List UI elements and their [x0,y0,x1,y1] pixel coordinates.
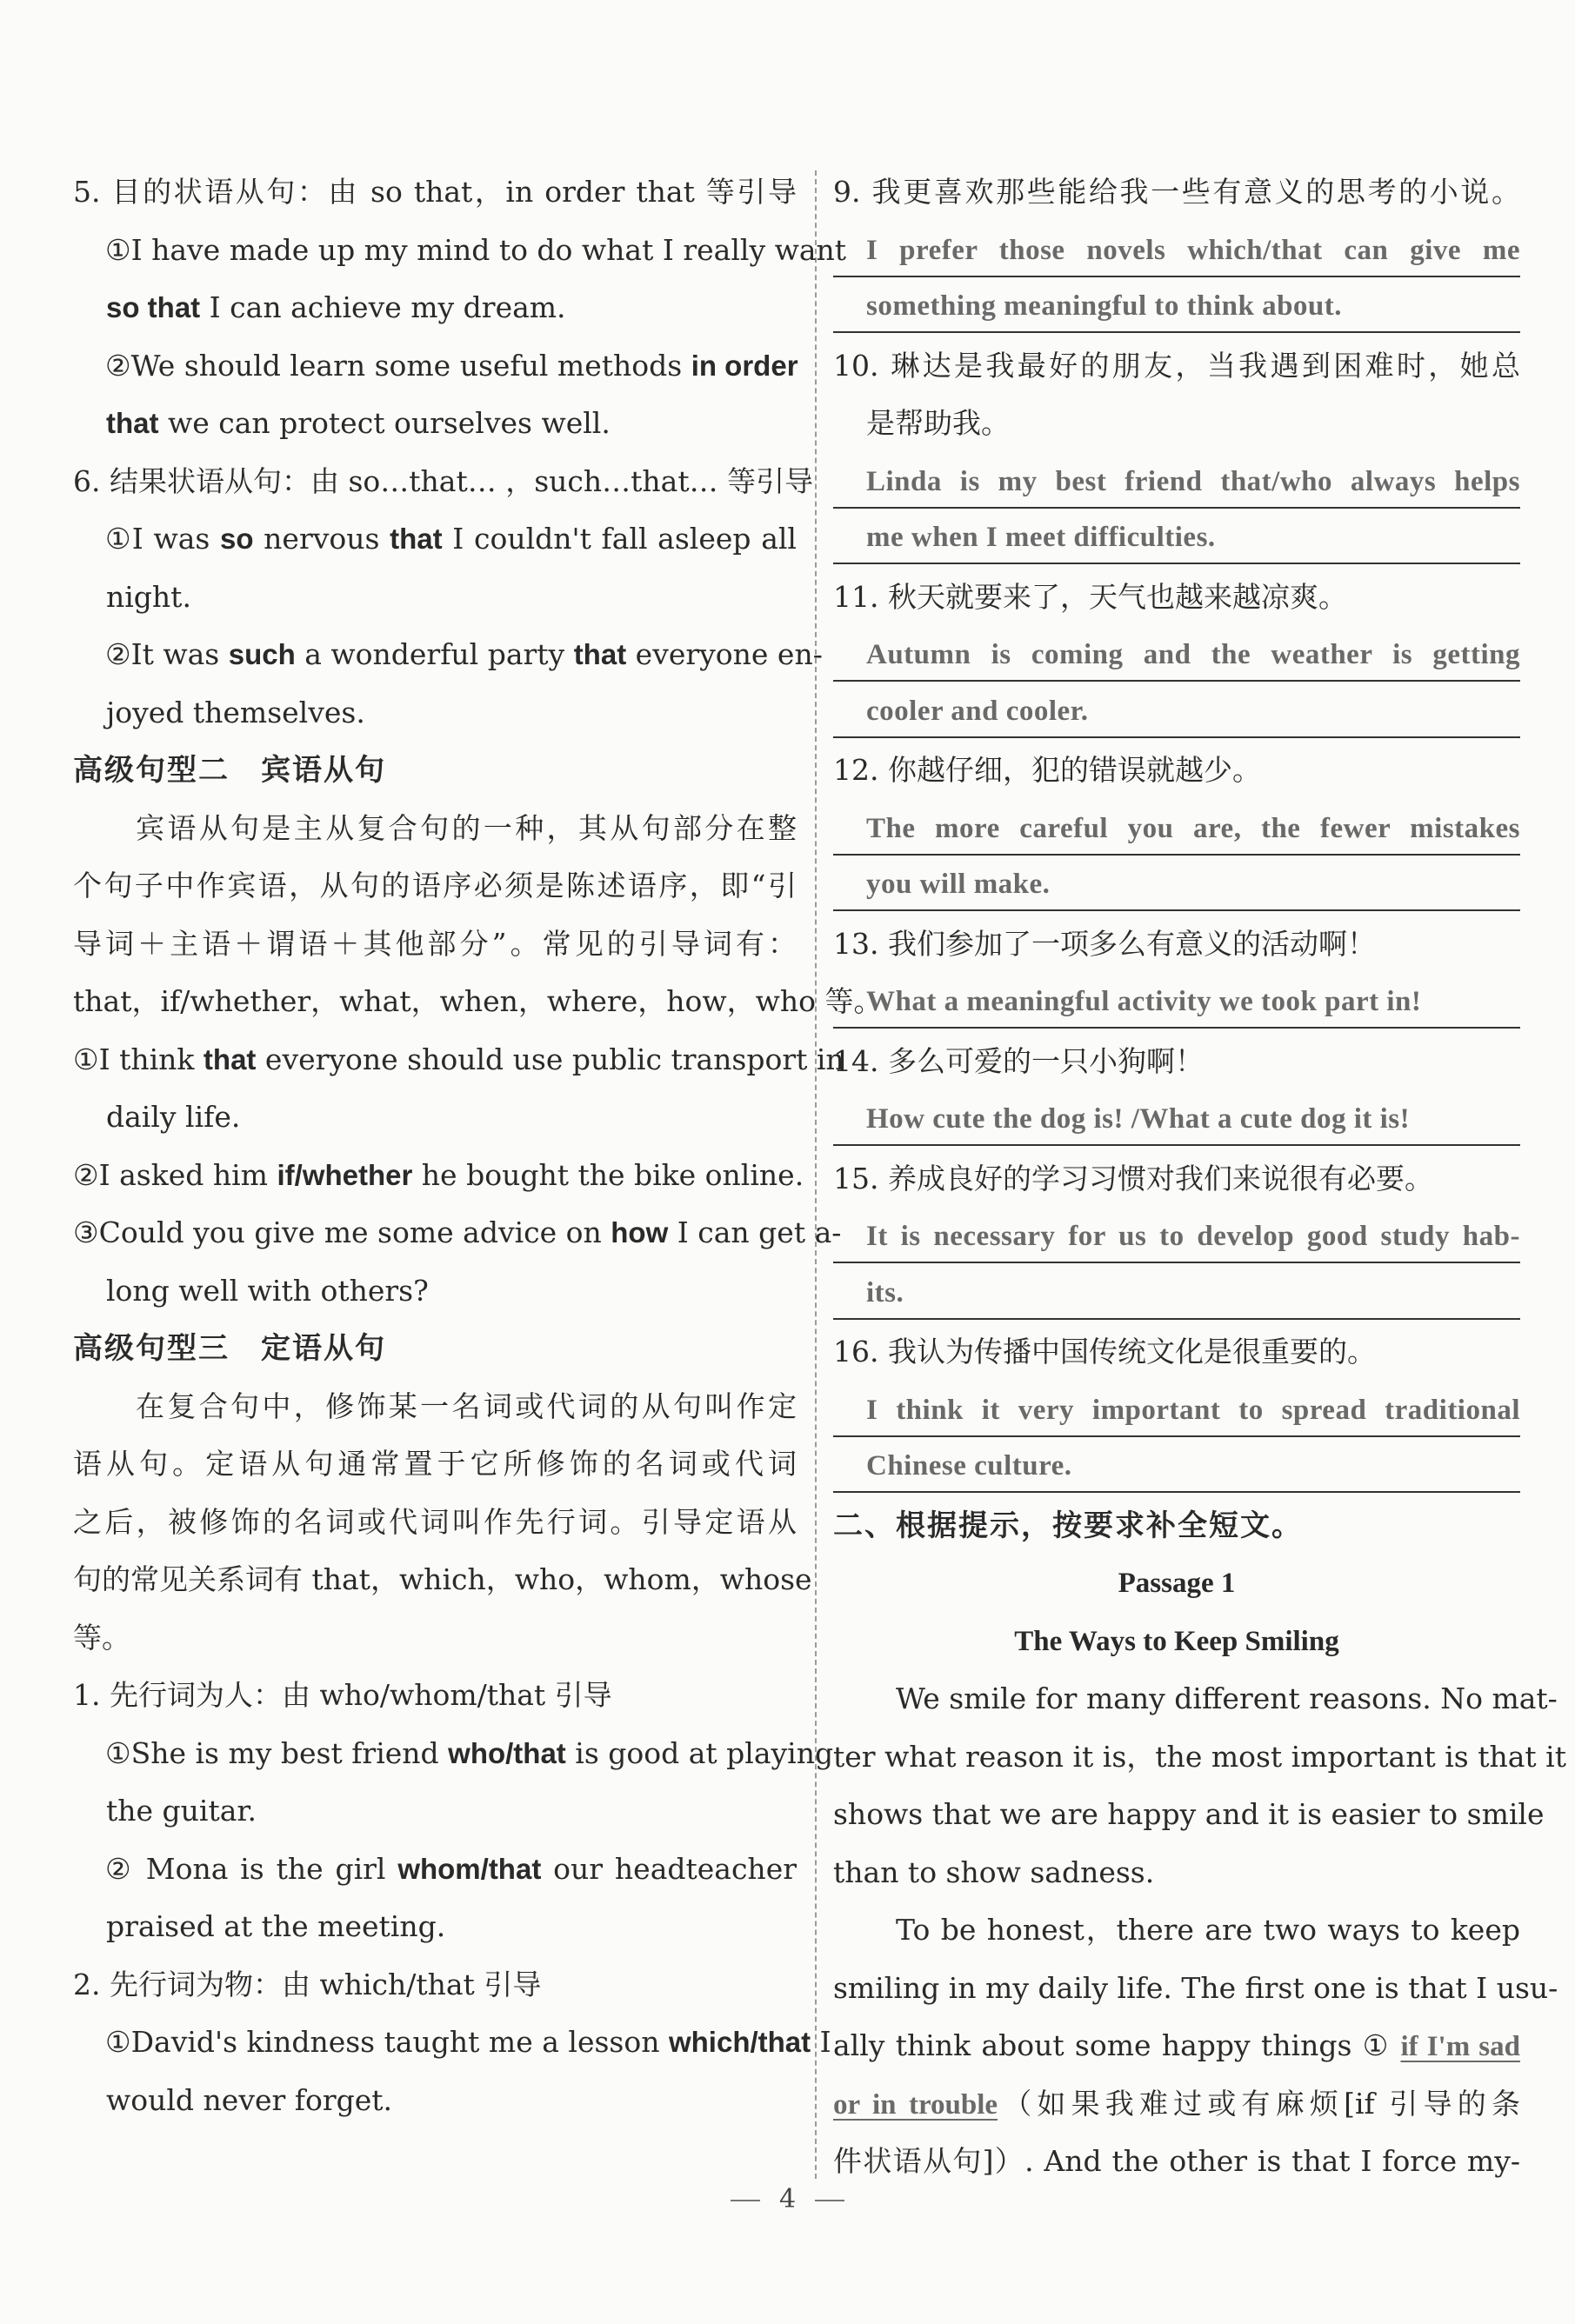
answer-line: I think it very important to spread traditional [833,1385,1520,1437]
question-14: 14. 多么可爱的一只小狗啊！ [833,1043,1204,1078]
example-line: would never forget. [106,2082,393,2117]
question-10: 10. 琳达是我最好的朋友，当我遇到困难时，她总 [833,348,1520,383]
example-line: night. [106,579,191,614]
answer-line: How cute the dog is! /What a cute dog it is! [833,1094,1520,1146]
paragraph-line: 等。 [73,1620,130,1655]
example-line: ①I think that everyone should use public transport in [73,1042,844,1076]
passage-line: To be honest，there are two ways to keep [896,1913,1520,1947]
passage-title: The Ways to Keep Smiling [1014,1625,1339,1657]
paragraph-line: 语从句。定语从句通常置于它所修饰的名词或代词 [73,1447,797,1481]
answer-line: What a meaningful activity we took part in! [833,976,1520,1029]
subsection-title: 2. 先行词为物：由 which/that 引导 [73,1967,542,2001]
question-10-cont: 是帮助我。 [866,406,1010,440]
answer-line: It is necessary for us to develop good study hab- [833,1211,1520,1263]
passage-line: than to show sadness. [833,1855,1155,1889]
blank-answer-1-cont: or in trouble [833,2088,998,2121]
answer-line: I prefer those novels which/that can give me [833,225,1520,277]
passage-line: ter what reason it is，the most important is that it [833,1739,1566,1774]
section-6-title: 6. 结果状语从句：由 so…that… ，such…that… 等引导 [73,463,814,498]
paragraph-line: 在复合句中，修饰某一名词或代词的从句叫作定 [136,1388,797,1423]
answer-line: Autumn is coming and the weather is getting [833,629,1520,682]
answer-line: The more careful you are, the fewer mistakes [833,803,1520,856]
blank-answer-1: if I'm sad [1400,2031,1520,2062]
answer-line: you will make. [833,859,1520,911]
passage-line: We smile for many different reasons. No mat- [896,1681,1558,1715]
paragraph-line: 宾语从句是主从复合句的一种，其从句部分在整 [136,810,797,845]
example-line: ①I was so nervous that I couldn't fall asleep all [105,522,797,556]
question-9: 9. 我更喜欢那些能给我一些有意义的思考的小说。 [833,175,1520,209]
example-line: daily life. [106,1100,241,1134]
example-line: the guitar. [106,1794,257,1828]
example-line: praised at the meeting. [106,1909,446,1943]
example-line: long well with others? [106,1273,429,1308]
question-13: 13. 我们参加了一项多么有意义的活动啊！ [833,926,1376,961]
passage-line: ally think about some happy things ① if I'm sad [833,2028,1520,2062]
example-line: ②We should learn some useful methods in order [105,348,798,383]
question-12: 12. 你越仔细，犯的错误就越少。 [833,753,1261,787]
passage-line: 件状语从句]）. And the other is that I force my- [833,2144,1520,2178]
passage-label: Passage 1 [1118,1568,1236,1599]
example-line: so that I can achieve my dream. [106,290,566,324]
example-line: ② Mona is the girl whom/that our headteacher [105,1851,797,1886]
answer-line: Linda is my best friend that/who always helps [833,456,1520,509]
example-line: ②I asked him if/whether he bought the bike online. [73,1157,804,1192]
passage-line: smiling in my daily life. The first one is that I usu- [833,1970,1558,2005]
heading-object-clause: 高级句型二 宾语从句 [73,753,386,788]
paragraph-line: 句的常见关系词有 that，which，who，whom，whose [73,1562,812,1596]
answer-line: me when I meet difficulties. [833,512,1520,564]
question-15: 15. 养成良好的学习习惯对我们来说很有必要。 [833,1161,1433,1195]
subsection-title: 1. 先行词为人：由 who/whom/that 引导 [73,1678,612,1712]
section-2-heading: 二、根据提示，按要求补全短文。 [833,1508,1303,1543]
example-line: ③Could you give me some advice on how I can get a- [73,1215,842,1249]
example-line: ①David's kindness taught me a lesson which/that I [105,2025,831,2059]
heading-attributive-clause: 高级句型三 定语从句 [73,1331,386,1366]
example-line: ①I have made up my mind to do what I really want [105,232,847,267]
answer-line: cooler and cooler. [833,686,1520,738]
answer-line: something meaningful to think about. [833,281,1520,333]
left-column [73,163,883,2129]
paragraph-line: 之后，被修饰的名词或代词叫作先行词。引导定语从 [73,1504,797,1539]
section-5-title: 5. 目的状语从句：由 so that，in order that 等引导 [73,175,797,209]
example-line: joyed themselves. [106,695,365,729]
passage-line: or in trouble（如果我难过或有麻烦[if 引导的条 [833,2086,1520,2121]
example-line: that we can protect ourselves well. [106,406,611,440]
passage-line: shows that we are happy and it is easier to smile [833,1797,1545,1831]
paragraph-line: 个句子中作宾语，从句的语序必须是陈述语序，即“引 [73,869,797,902]
paragraph-line: that，if/whether，what，when，where，how，who 等。 [73,984,883,1018]
right-column [833,163,1566,2191]
example-line: ①She is my best friend who/that is good at playing [105,1735,834,1770]
question-11: 11. 秋天就要来了，天气也越来越凉爽。 [833,579,1347,614]
page-number: 4 [0,2184,1575,2214]
question-16: 16. 我认为传播中国传统文化是很重要的。 [833,1335,1376,1368]
column-divider [815,170,817,2179]
paragraph-line: 导词＋主语＋谓语＋其他部分”。常见的引导词有： [73,926,797,961]
example-line: ②It was such a wonderful party that everyone en- [105,637,823,671]
answer-line: its. [833,1268,1520,1320]
answer-line: Chinese culture. [833,1441,1520,1493]
